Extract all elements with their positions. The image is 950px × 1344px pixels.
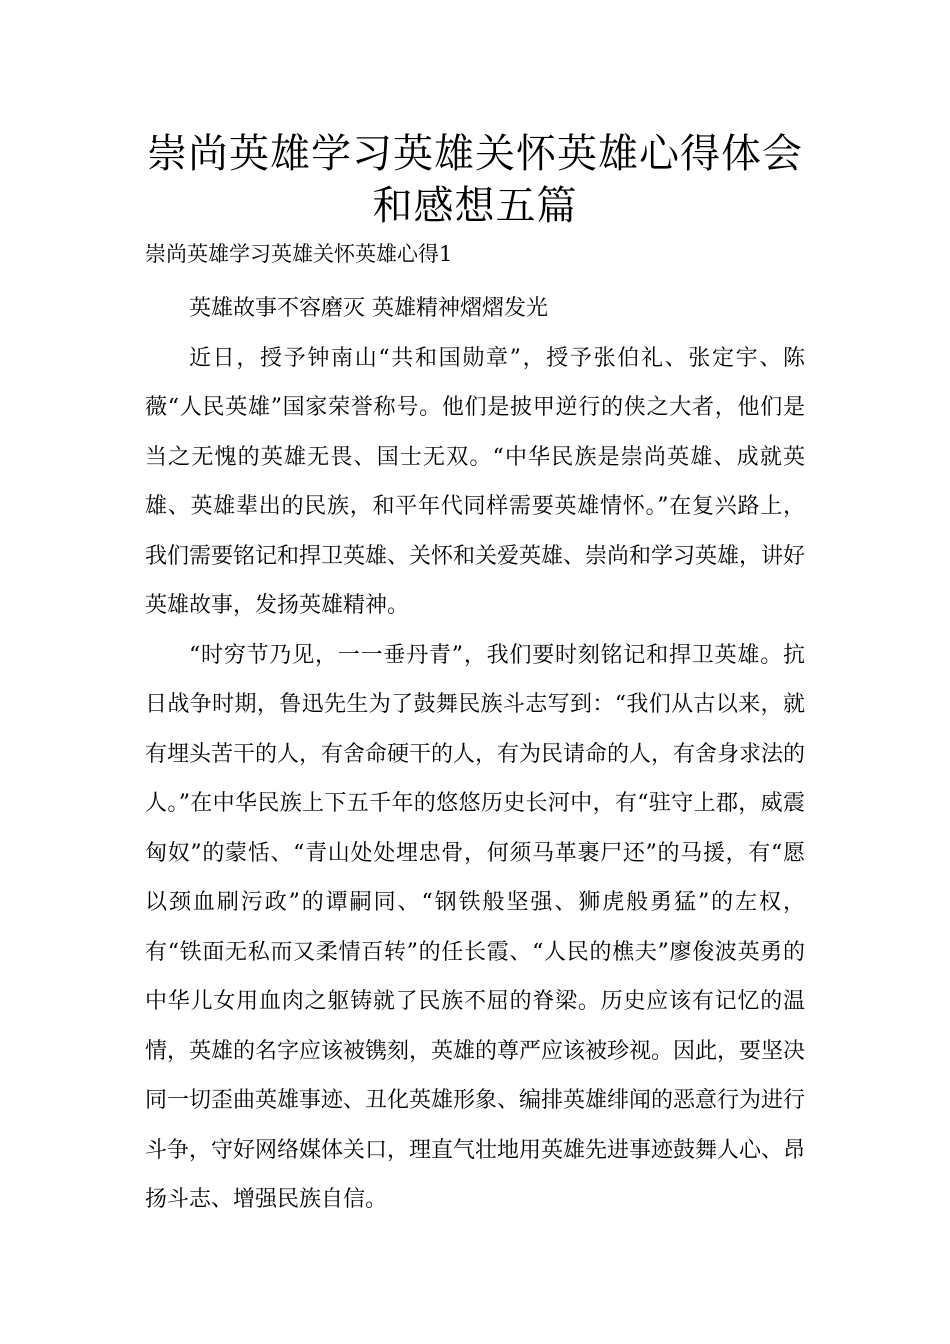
document-body [145,284,805,1225]
paragraph: 近日，授予钟南山“共和国勋章”，授予张伯礼、张定宇、陈薇“人民英雄”国家荣誉称号。他们是披甲逆行的侠之大者，他们是当之无愧的英雄无畏、国士无双。“中华民族是崇尚英雄、成就英雄、英雄辈出的民族，和平年代同样需要英雄情怀。”在复兴路上，我们需要铭记和捍卫英雄、关怀和关爱英雄、崇尚和学习英雄，讲好英雄故事，发扬英雄精神。 [145,345,806,618]
section-heading: 崇尚英雄学习英雄关怀英雄心得1 [145,242,453,266]
paragraph: “时穷节乃见，一一垂丹青”，我们要时刻铭记和捍卫英雄。抗日战争时期，鲁迅先生为了鼓舞民族斗志写到：“我们从古以来，就有埋头苦干的人，有舍命硬干的人，有为民请命的人，有舍身求法的人。”在中华民族上下五千年的悠悠历史长河中，有“驻守上郡，威震匈奴”的蒙恬、“青山处处埋忠骨，何须马革裹尸还”的马援，有“愿以颈血刷污政”的谭嗣同、“钢铁般坚强、狮虎般勇猛”的左权，有“铁面无私而又柔情百转”的任长霞、“人民的樵夫”廖俊波英勇的中华儿女用血肉之躯铸就了民族不屈的脊梁。历史应该有记忆的温情，英雄的名字应该被镌刻，英雄的尊严应该被珍视。因此，要坚决同一切歪曲英雄事迹、丑化英雄形象、编排英雄绯闻的恶意行为进行斗争，守好网络媒体关口，理直气壮地用英雄先进事迹鼓舞人心、昂扬斗志、增强民族自信。 [145,642,806,1212]
paragraph-heading: 英雄故事不容磨灭 英雄精神熠熠发光 [189,296,548,321]
document-title: 崇尚英雄学习英雄关怀英雄心得体会和感想五篇 [147,131,803,229]
